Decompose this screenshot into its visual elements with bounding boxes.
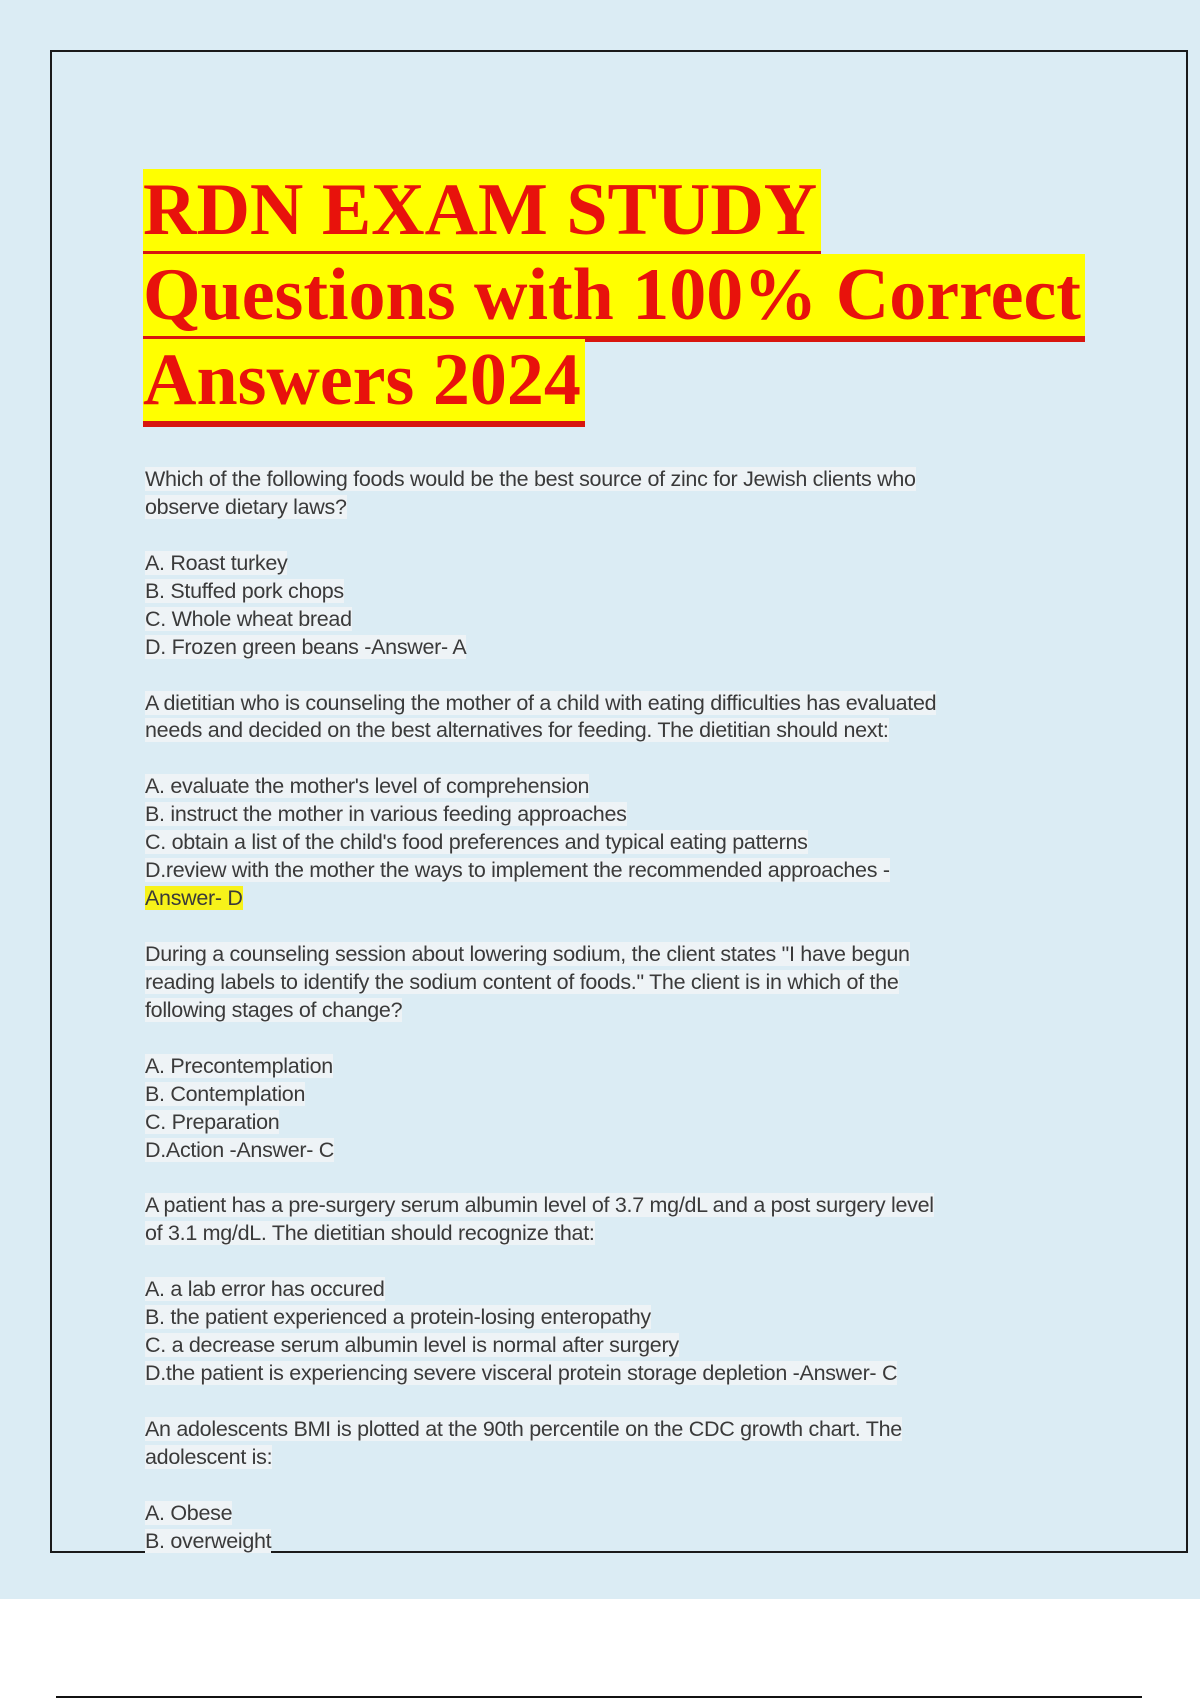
answer-option <box>145 578 1105 606</box>
spacer <box>145 913 1105 941</box>
answer-option-text: A. evaluate the mother's level of comprehension <box>145 774 590 799</box>
answer-option <box>145 1137 1105 1165</box>
answer-option <box>145 1500 1105 1528</box>
question-text-text: A dietitian who is counseling the mother of a child with eating difficulties has evaluated <box>145 690 937 715</box>
question-block <box>145 466 1105 690</box>
answer-option-text: C. Preparation <box>145 1109 280 1134</box>
answer-key-text: Answer- D <box>145 886 243 911</box>
spacer <box>145 1556 1105 1560</box>
answer-option-text: D.Action -Answer- C <box>145 1137 335 1162</box>
question-text-text: following stages of change? <box>145 997 403 1022</box>
question-text <box>145 1416 1105 1444</box>
spacer <box>145 522 1105 550</box>
answer-option-text: C. a decrease serum albumin level is normal after surgery <box>145 1333 679 1358</box>
answer-option <box>145 773 1105 801</box>
document-title <box>143 168 1085 423</box>
answer-option <box>145 1304 1105 1332</box>
spacer <box>145 1025 1105 1053</box>
question-text <box>145 1220 1105 1248</box>
question-text <box>145 941 1105 969</box>
answer-option <box>145 550 1105 578</box>
questions-list <box>145 466 1105 1560</box>
spacer <box>145 1248 1105 1276</box>
question-text <box>145 717 1105 745</box>
answer-option-text: D. Frozen green beans -Answer- A <box>145 634 467 659</box>
question-block <box>145 690 1105 941</box>
answer-option <box>145 1332 1105 1360</box>
question-text <box>145 1192 1105 1220</box>
answer-option-text: C. obtain a list of the child's food preferences and typical eating patterns <box>145 830 808 855</box>
question-text <box>145 494 1105 522</box>
answer-option-text: B. the patient experienced a protein-losing enteropathy <box>145 1305 651 1330</box>
answer-option-text: B. Stuffed pork chops <box>145 578 344 603</box>
answer-option <box>145 801 1105 829</box>
answer-option <box>145 829 1105 857</box>
answer-key <box>145 885 1105 913</box>
question-text-text: adolescent is: <box>145 1444 273 1469</box>
answer-option <box>145 634 1105 662</box>
answer-option-text: A. Roast turkey <box>145 550 288 575</box>
answer-option-text: B. instruct the mother in various feeding approaches <box>145 802 627 827</box>
question-text-text: observe dietary laws? <box>145 494 347 519</box>
answer-option-text: D.the patient is experiencing severe visceral protein storage depletion -Answer- C <box>145 1361 898 1385</box>
question-text-text: reading labels to identify the sodium content of foods." The client is in which of the <box>145 969 899 994</box>
question-block <box>145 1192 1105 1416</box>
question-block <box>145 941 1105 1192</box>
question-text-text: needs and decided on the best alternatives for feeding. The dietitian should next: <box>145 718 889 743</box>
answer-option <box>145 1081 1105 1109</box>
question-block <box>145 1416 1105 1560</box>
question-text <box>145 1444 1105 1472</box>
answer-option-text: B. overweight <box>145 1528 272 1553</box>
footer-rule <box>56 1696 1142 1698</box>
answer-option <box>145 857 1105 885</box>
answer-option <box>145 1109 1105 1137</box>
question-text <box>145 466 1105 494</box>
question-text <box>145 997 1105 1025</box>
answer-option-text: B. Contemplation <box>145 1081 306 1106</box>
title-line: Answers 2024 <box>143 338 1085 423</box>
question-text-text: During a counseling session about lowering sodium, the client states "I have begun <box>145 941 910 966</box>
answer-option <box>145 1360 1105 1388</box>
spacer <box>145 1472 1105 1500</box>
question-text-text: Which of the following foods would be the best source of zinc for Jewish clients who <box>145 467 916 491</box>
answer-option <box>145 1053 1105 1081</box>
question-text <box>145 690 1105 718</box>
spacer <box>145 1388 1105 1416</box>
answer-option <box>145 606 1105 634</box>
spacer <box>145 1164 1105 1192</box>
title-line: RDN EXAM STUDY <box>143 168 1085 253</box>
spacer <box>145 745 1105 773</box>
answer-option <box>145 1276 1105 1304</box>
answer-option-text: C. Whole wheat bread <box>145 606 352 631</box>
title-line: Questions with 100% Correct <box>143 253 1085 338</box>
question-text-text: A patient has a pre-surgery serum albumin level of 3.7 mg/dL and a post surgery level <box>145 1193 934 1218</box>
answer-option <box>145 1528 1105 1556</box>
question-text-text: An adolescents BMI is plotted at the 90th percentile on the CDC growth chart. The <box>145 1416 902 1441</box>
question-text <box>145 969 1105 997</box>
answer-option-text: A. Precontemplation <box>145 1053 333 1078</box>
answer-option-text: D.review with the mother the ways to implement the recommended approaches - <box>145 858 890 883</box>
answer-option-text: A. a lab error has occured <box>145 1277 385 1302</box>
spacer <box>145 662 1105 690</box>
answer-option-text: A. Obese <box>145 1500 233 1525</box>
question-text-text: of 3.1 mg/dL. The dietitian should recognize that: <box>145 1221 595 1246</box>
